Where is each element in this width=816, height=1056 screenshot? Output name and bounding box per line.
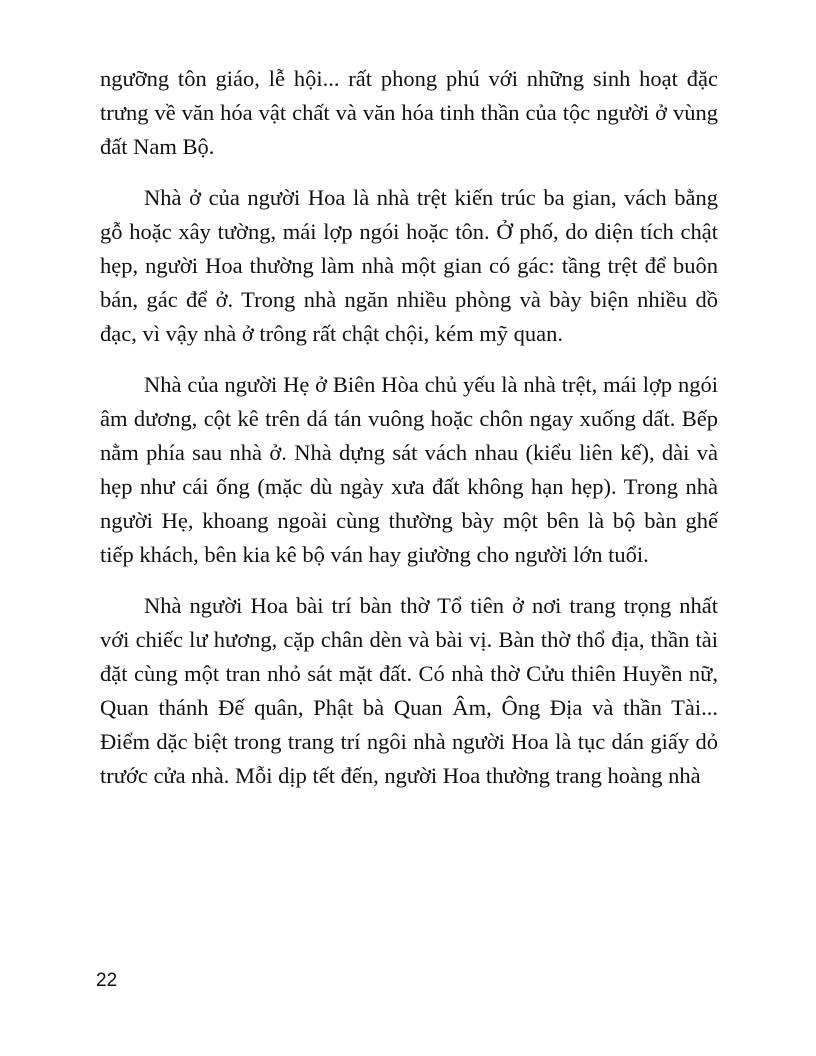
page-number: 22: [96, 970, 118, 991]
page-body: [100, 62, 718, 810]
paragraph-hoa-altars: Nhà người Hoa bài trí bàn thờ Tổ tiên ở nơi trang trọng nhất với chiếc lư hương, cặp chân dèn và bài vị. Bàn thờ thổ địa, thần tài đặt cùng một tran nhỏ sát mặt đất. Có nhà thờ Cửu thiên Huyền nữ, Quan thánh Đế quân, Phật bà Quan Âm, Ông Địa và thần Tài... Điểm dặc biệt trong trang trí ngôi nhà người Hoa là tục dán giấy dỏ trước cửa nhà. Mỗi dịp tết đến, người Hoa thường trang hoàng nhà: [100, 593, 718, 788]
paragraph-continuation: ngưỡng tôn giáo, lễ hội... rất phong phú với những sinh hoạt đặc trưng về văn hóa vật chất và văn hóa tinh thần của tộc người ở vùng đất Nam Bộ.: [100, 66, 718, 159]
paragraph-hoa-houses: Nhà ở của người Hoa là nhà trệt kiến trúc ba gian, vách bằng gỗ hoặc xây tường, mái lợp ngói hoặc tôn. Ở phố, do diện tích chật hẹp, người Hoa thường làm nhà một gian có gác: tầng trệt để buôn bán, gác để ở. Trong nhà ngăn nhiều phòng và bày biện nhiều dồ đạc, vì vậy nhà ở trông rất chật chội, kém mỹ quan.: [100, 185, 718, 346]
paragraph-he-houses: Nhà của người Hẹ ở Biên Hòa chủ yếu là nhà trệt, mái lợp ngói âm dương, cột kê trên dá tán vuông hoặc chôn ngay xuống dất. Bếp nằm phía sau nhà ở. Nhà dựng sát vách nhau (kiểu liên kế), dài và hẹp như cái ống (mặc dù ngày xưa đất không hạn hẹp). Trong nhà người Hẹ, khoang ngoài cùng thường bày một bên là bộ bàn ghế tiếp khách, bên kia kê bộ ván hay giường cho người lớn tuổi.: [100, 372, 718, 567]
